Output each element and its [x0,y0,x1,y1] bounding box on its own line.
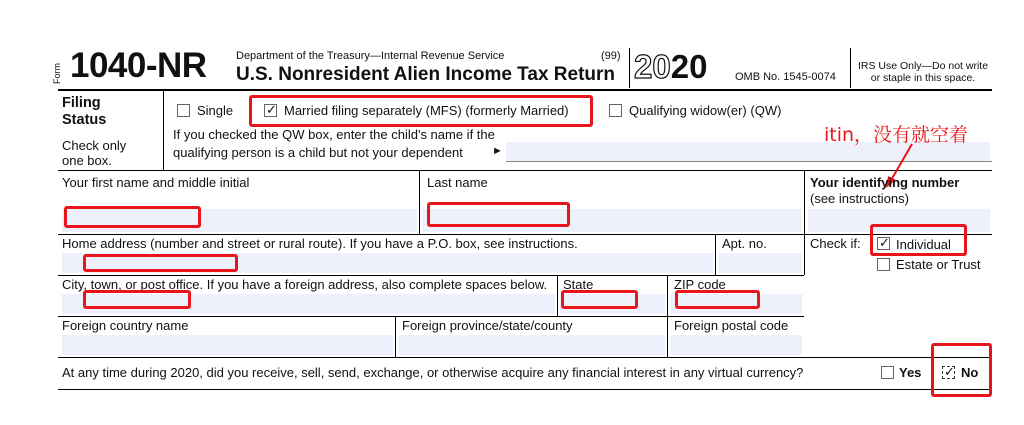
itin-annotation: itin，没有就空着 [824,124,969,146]
foreign-province-field[interactable] [398,335,665,355]
omb-number: OMB No. 1545-0074 [735,71,836,83]
filing-status-heading-1: Filing [62,95,101,111]
qw-checkbox[interactable] [609,104,622,117]
highlight-identifying-number [870,224,967,256]
state-label: State [563,277,594,292]
form-code: (99) [601,50,621,62]
foreign-country-label: Foreign country name [62,318,189,333]
last-name-label: Last name [427,175,488,190]
foreign-postal-code-label: Foreign postal code [674,318,789,333]
home-address-label: Home address (number and street or rural route). If you have a P.O. box, see instructions. [62,236,578,251]
highlight-virtual-currency-no [931,343,992,397]
tax-year-bold: 20 [670,48,708,85]
irs-use-line-2: or staple in this space. [870,72,976,84]
highlight-city [83,290,191,309]
form-title: U.S. Nonresident Alien Income Tax Return [236,64,616,85]
estate-trust-label: Estate or Trust [896,257,981,272]
form-number: 1040-NR [70,46,207,85]
foreign-province-label: Foreign province/state/county [402,318,573,333]
apt-number-field[interactable] [718,253,802,273]
identifying-number-sub: (see instructions) [810,191,909,206]
form-prefix: Form [52,63,62,84]
filing-status-note-1: Check only [62,138,127,153]
highlight-first-name [64,206,201,228]
foreign-country-field[interactable] [62,335,393,355]
filing-status-note [62,138,126,168]
department-line: Department of the Treasury—Internal Revenue Service [236,50,505,62]
filing-status-heading-2: Status [62,112,107,128]
zip-code-label: ZIP code [674,277,726,292]
estate-trust-checkbox[interactable] [877,258,890,271]
virtual-currency-no-label: No [961,365,979,380]
check-if-label: Check if: [810,236,861,251]
identifying-number-label: Your identifying number [810,175,960,190]
highlight-mfs [249,95,593,127]
highlight-home-address [83,254,238,272]
individual-label: Individual [896,237,951,252]
city-label: City, town, or post office. If you have a foreign address, also complete spaces below. [62,277,548,292]
highlight-last-name [427,202,570,227]
irs-use-only [854,60,992,84]
virtual-currency-yes-checkbox[interactable] [881,366,894,379]
mfs-label: Married filing separately (MFS) (formerly Married) [284,103,569,118]
arrow-right-icon: ► [492,145,503,157]
virtual-currency-yes-label: Yes [899,365,922,380]
apt-number-label: Apt. no. [722,236,767,251]
single-checkbox[interactable] [177,104,190,117]
tax-year-outline: 20 [634,48,671,85]
filing-status-note-2: one box. [62,153,112,168]
filing-status-heading [62,95,106,129]
tax-year [634,48,707,86]
qw-instruction-line-1: If you checked the QW box, enter the child's name if the [173,127,495,142]
irs-use-line-1: IRS Use Only—Do not write [857,60,989,72]
foreign-postal-code-field[interactable] [670,335,802,355]
highlight-state [561,290,638,309]
highlight-zip [675,290,760,309]
qw-label: Qualifying widow(er) (QW) [629,103,782,118]
virtual-currency-question: At any time during 2020, did you receive, sell, send, exchange, or otherwise acquire any financial interest in any virtual currency? [62,365,804,380]
single-label: Single [197,103,234,118]
qw-instruction-line-2: qualifying person is a child but not your dependent [173,145,463,160]
first-name-label: Your first name and middle initial [62,175,250,190]
